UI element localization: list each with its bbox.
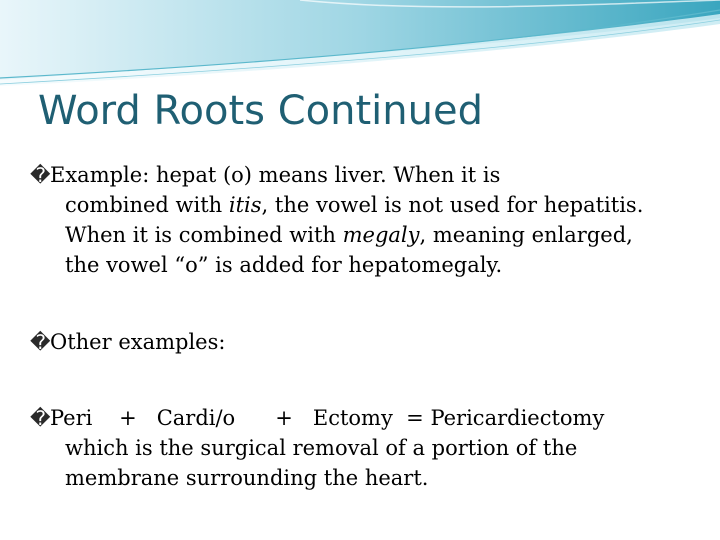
bullet-other-examples	[30, 327, 695, 357]
bullet-pericardiectomy	[30, 403, 695, 493]
bullet-example	[30, 160, 695, 280]
bullet-line	[30, 190, 695, 220]
bullet-line	[30, 403, 695, 433]
slide-title: Word Roots Continued	[38, 88, 483, 134]
bullet-text: Example: hepat (o) means liver. When it is	[50, 163, 501, 187]
bullet-text: , the vowel is not used for hepatitis.	[261, 193, 644, 217]
bullet-line	[30, 160, 695, 190]
bullet-text: Peri + Cardi/o + Ectomy = Pericardiectomy	[50, 406, 605, 430]
bullet-text: When it is combined with	[65, 223, 343, 247]
bullet-text: , meaning enlarged,	[419, 223, 633, 247]
bullet-marker-icon: �	[30, 406, 51, 430]
italic-term: itis	[228, 193, 262, 217]
bullet-marker-icon: �	[30, 330, 51, 354]
header-wave-decoration	[0, 0, 720, 90]
bullet-line	[30, 327, 695, 357]
bullet-text: combined with	[65, 193, 229, 217]
bullet-text: Other examples:	[50, 330, 226, 354]
bullet-marker-icon: �	[30, 163, 51, 187]
italic-term: megaly	[342, 223, 420, 247]
bullet-line: membrane surrounding the heart.	[65, 466, 429, 490]
bullet-line: which is the surgical removal of a portion of the	[65, 436, 578, 460]
bullet-line	[30, 220, 695, 250]
bullet-line: the vowel “o” is added for hepatomegaly.	[65, 253, 503, 277]
